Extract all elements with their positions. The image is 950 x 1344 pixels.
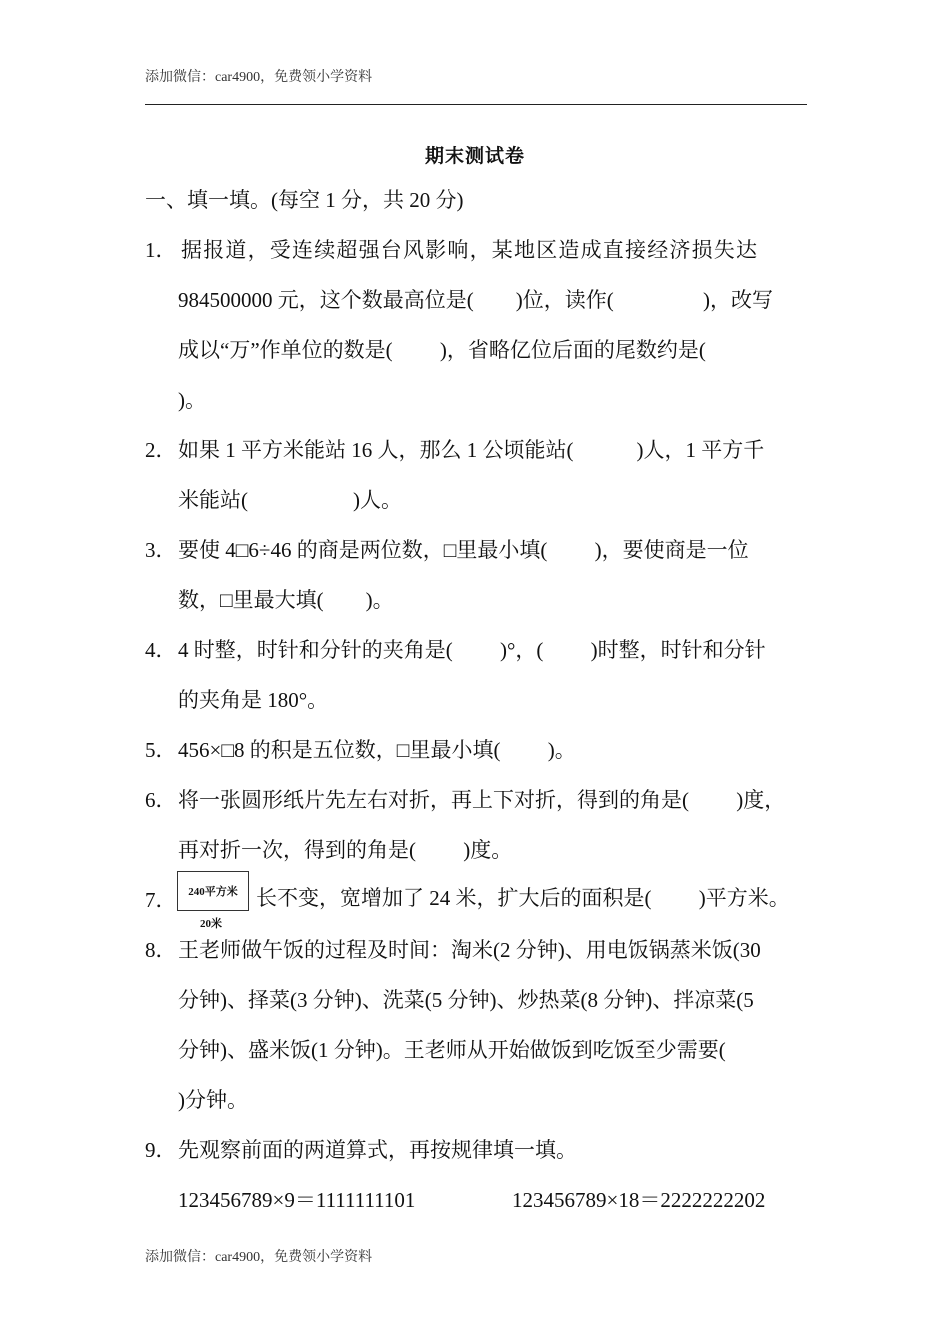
rectangle-width-label: 20米 [200, 918, 222, 930]
question-number: 2． [145, 438, 177, 462]
question-6-line-2: 再对折一次，得到的角是( )度。 [178, 838, 513, 862]
question-3-line-1: 要使 4□6÷46 的商是两位数，□里最小填( )，要使商是一位 [178, 538, 749, 562]
question-2-line-2: 米能站( )人。 [178, 488, 402, 512]
section-heading: 一、填一填。(每空 1 分，共 20 分) [145, 188, 464, 212]
question-9-line-1: 先观察前面的两道算式，再按规律填一填。 [178, 1138, 577, 1162]
question-8-line-2: 分钟)、择菜(3 分钟)、洗菜(5 分钟)、炒热菜(8 分钟)、拌凉菜(5 [178, 988, 754, 1012]
question-2-line-1: 如果 1 平方米能站 16 人，那么 1 公顷能站( )人，1 平方千 [178, 438, 765, 462]
question-number: 3． [145, 538, 177, 562]
question-7-line-1: 长不变，宽增加了 24 米，扩大后的面积是( )平方米。 [256, 886, 790, 910]
question-8-line-1: 王老师做午饭的过程及时间：淘米(2 分钟)、用电饭锅蒸米饭(30 [178, 938, 761, 962]
question-1-line-2: 984500000 元，这个数最高位是( )位，读作( )，改写 [178, 288, 773, 312]
question-4-line-2: 的夹角是 180°。 [178, 688, 329, 712]
question-number: 6． [145, 788, 177, 812]
question-number: 4． [145, 638, 177, 662]
question-number: 8． [145, 938, 177, 962]
question-8-line-3: 分钟)、盛米饭(1 分钟)。王老师从开始做饭到吃饭至少需要( [178, 1038, 726, 1062]
question-1-line-4: )。 [178, 388, 206, 412]
rectangle-figure [177, 871, 249, 911]
question-number: 5． [145, 738, 177, 762]
question-4-line-1: 4 时整，时针和分针的夹角是( )°，( )时整，时针和分针 [178, 638, 766, 662]
question-1-line-3: 成以“万”作单位的数是( )，省略亿位后面的尾数约是( [178, 338, 706, 362]
question-number: 1． [145, 238, 177, 262]
question-number: 9． [145, 1138, 177, 1162]
question-5-line-1: 456×□8 的积是五位数，□里最小填( )。 [178, 738, 576, 762]
question-8-line-4: )分钟。 [178, 1088, 248, 1112]
equation-2: 123456789×18＝2222222202 [512, 1188, 766, 1212]
question-number: 7． [145, 888, 177, 912]
page-footer-note: 添加微信：car4900，免费领小学资料 [145, 1250, 373, 1265]
question-1-line-1: 据报道，受连续超强台风影响，某地区造成直接经济损失达 [181, 238, 759, 262]
page-header-note: 添加微信：car4900，免费领小学资料 [145, 70, 373, 85]
equation-1: 123456789×9＝1111111101 [178, 1188, 416, 1212]
question-6-line-1: 将一张圆形纸片先左右对折，再上下对折，得到的角是( )度， [178, 788, 786, 812]
rectangle-area-label: 240平方米 [188, 886, 238, 898]
page-title: 期末测试卷 [424, 146, 525, 167]
header-divider [145, 104, 807, 105]
question-3-line-2: 数，□里最大填( )。 [178, 588, 394, 612]
